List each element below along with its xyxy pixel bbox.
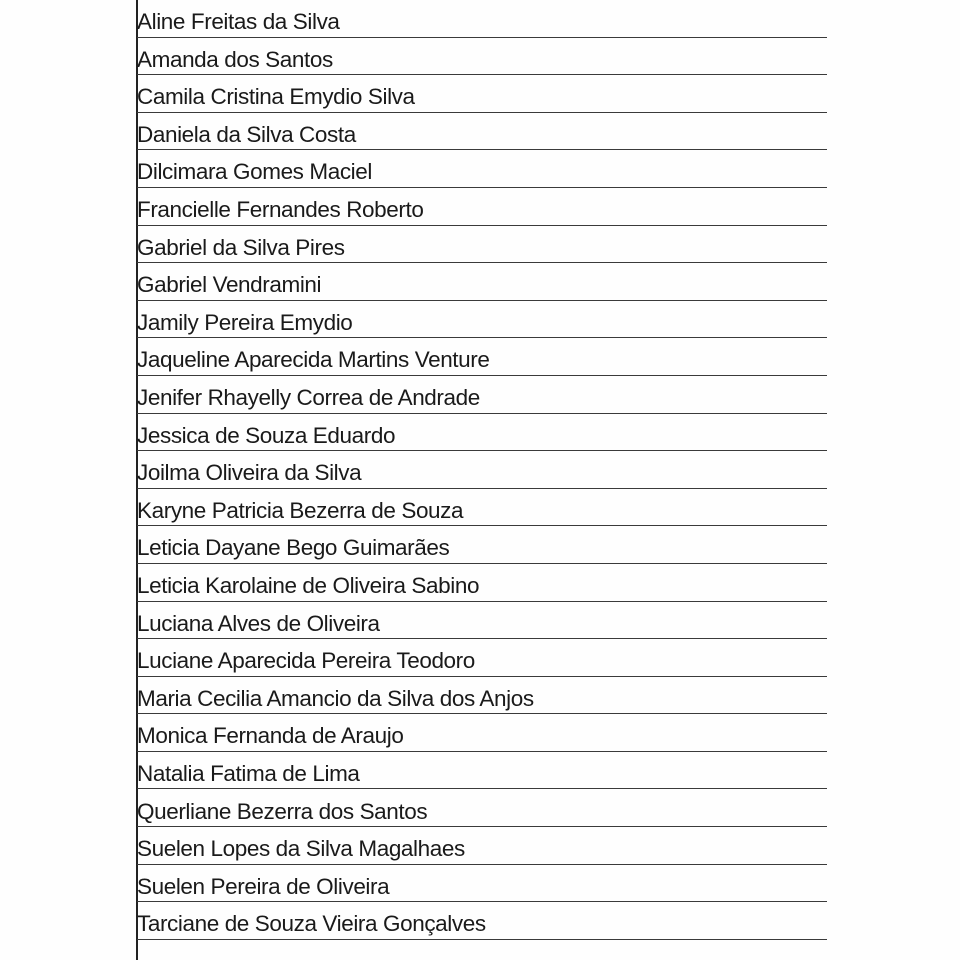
- name-text: Amanda dos Santos: [137, 46, 333, 72]
- name-text: Maria Cecilia Amancio da Silva dos Anjos: [137, 685, 534, 711]
- list-item: [137, 451, 827, 489]
- name-text: Jessica de Souza Eduardo: [137, 422, 396, 448]
- name-text: Suelen Lopes da Silva Magalhaes: [137, 836, 465, 862]
- list-item: [137, 789, 827, 827]
- list-item: [137, 677, 827, 715]
- list-item: [137, 564, 827, 602]
- list-item: [137, 414, 827, 452]
- list-item: [137, 0, 827, 38]
- name-text: Gabriel da Silva Pires: [137, 234, 345, 260]
- list-item: [137, 714, 827, 752]
- list-item: [137, 827, 827, 865]
- name-text: Monica Fernanda de Araujo: [137, 723, 404, 749]
- list-item: [137, 376, 827, 414]
- list-item: [137, 75, 827, 113]
- list-item: [137, 188, 827, 226]
- name-text: Camila Cristina Emydio Silva: [137, 84, 415, 110]
- name-text: Luciana Alves de Oliveira: [137, 610, 380, 636]
- name-text: Leticia Karolaine de Oliveira Sabino: [137, 573, 480, 598]
- list-item: [137, 526, 827, 564]
- name-text: Jenifer Rhayelly Correa de Andrade: [137, 385, 480, 411]
- name-text: Gabriel Vendramini: [137, 272, 322, 298]
- list-item: [137, 338, 827, 376]
- name-text: Aline Freitas da Silva: [137, 9, 340, 35]
- name-text: Karyne Patricia Bezerra de Souza: [137, 497, 464, 523]
- name-text: Leticia Dayane Bego Guimarães: [137, 535, 450, 561]
- list-item: [137, 113, 827, 151]
- name-text: Francielle Fernandes Roberto: [137, 197, 424, 223]
- list-item: [137, 489, 827, 527]
- list-item: [137, 301, 827, 339]
- list-item: [137, 902, 827, 940]
- name-text: Querliane Bezerra dos Santos: [137, 798, 428, 824]
- list-item: [137, 602, 827, 640]
- list-item: [137, 226, 827, 264]
- name-text: Jamily Pereira Emydio: [137, 309, 353, 335]
- name-text: Luciane Aparecida Pereira Teodoro: [137, 648, 475, 674]
- name-text: Dilcimara Gomes Maciel: [137, 159, 372, 185]
- name-text: Tarciane de Souza Vieira Gonçalves: [137, 911, 486, 937]
- name-list: [137, 0, 827, 940]
- list-item: [137, 38, 827, 76]
- name-text: Suelen Pereira de Oliveira: [137, 873, 390, 899]
- name-text: Daniela da Silva Costa: [137, 121, 356, 147]
- list-item: [137, 263, 827, 301]
- list-item: [137, 150, 827, 188]
- name-text: Joilma Oliveira da Silva: [137, 460, 362, 486]
- name-text: Jaqueline Aparecida Martins Venture: [137, 347, 490, 373]
- list-item: [137, 865, 827, 903]
- list-item: [137, 752, 827, 790]
- list-item: [137, 639, 827, 677]
- name-text: Natalia Fatima de Lima: [137, 760, 360, 786]
